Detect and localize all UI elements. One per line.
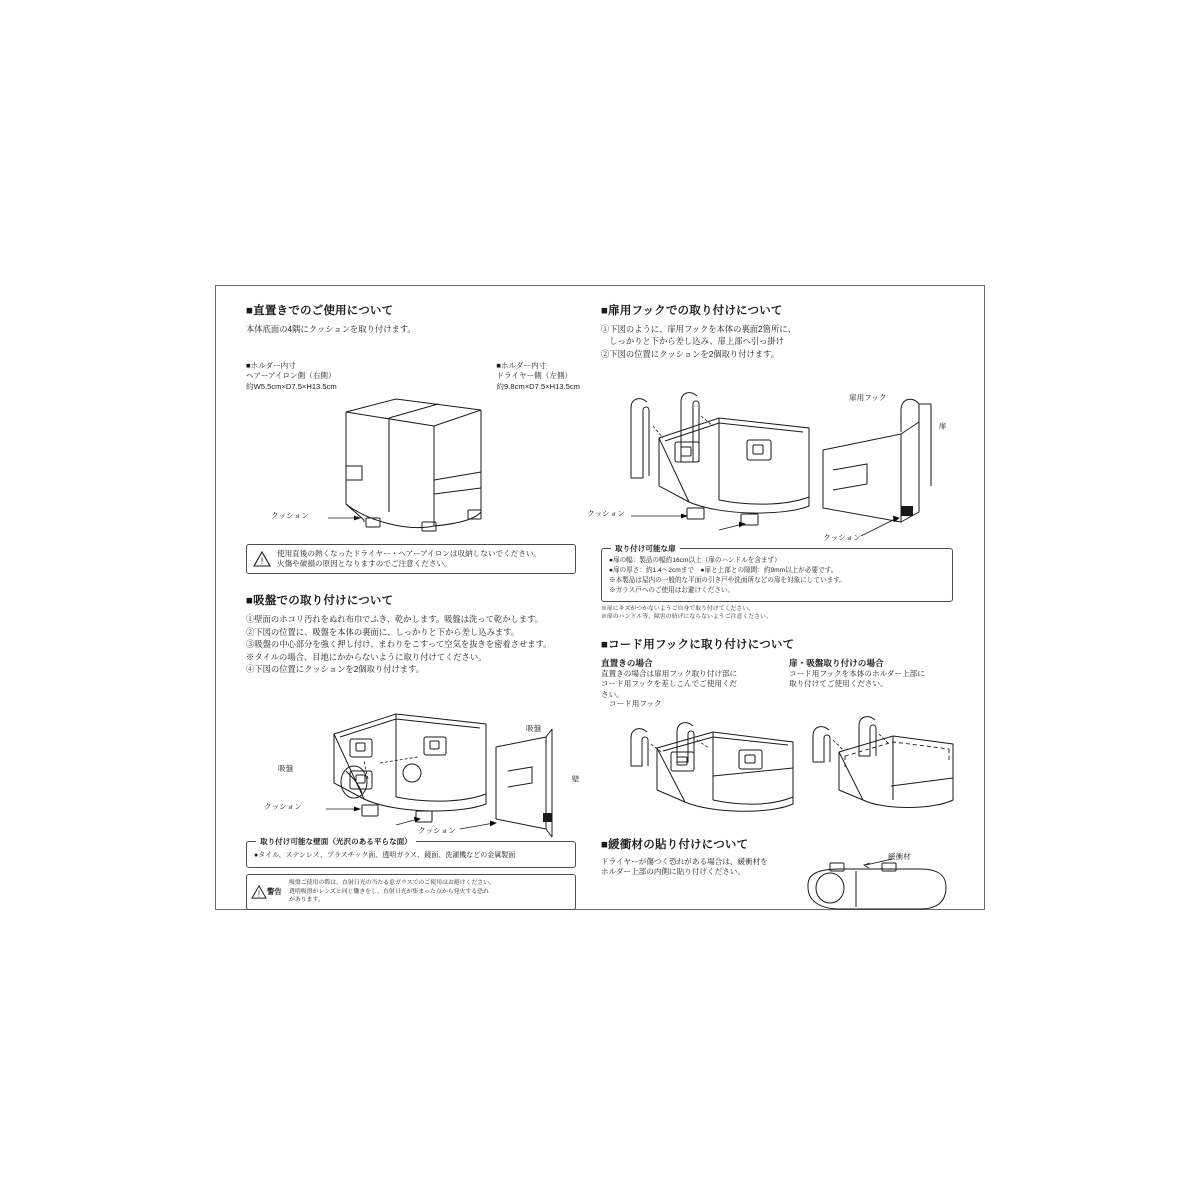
svg-text:!: ! [257,889,261,899]
okbox-door-line-3: ※本製品は屋内の一般的な平面の引き戸や洗面所などの扉を対象にしています。 [609,577,846,585]
holder-right-dims: ■ホルダー内寸 ヘアーアイロン側（右側） 約W5.5cm×D7.5×H13.5cm [246,361,337,391]
cushion-label-suction-2: クッション [418,826,456,836]
caution-title: 警告 [267,886,282,896]
cordhook-label: コード用フック [609,698,662,708]
instruction-sheet [215,285,985,910]
cushion-label-door-1: クッション [587,509,625,519]
cushion-label-direct: クッション [271,510,309,520]
warning-triangle-icon [253,551,271,567]
okbox-door-types [601,544,953,602]
okbox-wall-title: 取り付け可能な壁面（光沢のある平らな面） [256,836,416,847]
door-label: 扉 [938,422,947,430]
okbox-wall-types [246,837,576,868]
diagram-direct-placement [246,394,586,544]
svg-text:!: ! [260,556,264,567]
section-heading-doorhook: ■扉用フックでの取り付けについて [601,305,783,317]
suction-steps: ①壁面のホコリ汚れをぬれ布巾でふき、乾かします。吸盤は洗って乾かします。 ②下図の位置に、吸盤を本体の裏面に、しっかりと下から差し込みます。 ③吸盤の中心部分を強く押し付け、まわりをこすって空気を抜きを密着させます。 ※タイルの場合、目地にかからないように取り付けてください。 ④下図の位置にクッションを2個取り付けます。 [246,614,552,675]
cushion-label-door-2: クッション [823,533,861,543]
diagram-cushion-material [796,851,956,927]
caution-line-1: 吸盤ご使用の際は、直射日光の当たる窓ガラスでのご使用はお避けください。 [289,879,495,886]
warning-box-heat [246,544,576,575]
section-heading-cushionmat: ■緩衝材の貼り付けについて [601,838,749,851]
right-column [587,302,961,927]
cushionmat-text: ドライヤーが傷つく恐れがある場合は、緩衝材を ホルダー上部の内側に貼り付けください。 [601,856,768,876]
cordhook-sub-mounted: 扉・吸盤取り付けの場合 コード用フックを本体のホルダー上部に 取り付けてご使用ください。 [789,658,925,689]
doorhook-note-2: ※扉のハンドル等、障害の妨げにならないようご注意ください。 [601,614,772,621]
holder-left-dims: ■ホルダー内寸 ドライヤー側（左側） 約9.8cm×D7.5×H13.5cm [496,361,580,391]
caution-box-sunlight [246,874,576,910]
caution-line-2: 透明吸盤がレンズと同じ働きをし、直射日光が集まった点から発火する恐れ [289,888,489,895]
okbox-door-line-2: ●扉の厚さ：約1.4～2cmまで ●扉と上部との隙間：約9mm以上が必要です。 [609,567,838,575]
suction-label-right: 吸盤 [526,724,542,734]
section-heading-suction: ■吸盤での取り付けについて [246,595,394,608]
section-heading-cordhook: ■コード用フックに取り付けについて [601,639,795,651]
warning-line-2: 火傷や破損の原因となりますのでご注意ください。 [277,559,452,569]
diagram-suction-mount [246,679,586,839]
okbox-wall-line: ●タイル、ステンレス、プラスチック面、透明ガラス、鏡面、洗濯機などの金属製面 [254,852,516,860]
section-heading-direct: ■直置きでのご使用について [246,305,394,317]
direct-intro: 本体底面の4隅にクッションを取り付けます。 [246,324,416,334]
doorhook-note-1: ※扉にキズがつかないようご自身で取り付けてください。 [601,605,755,612]
suction-label-left: 吸盤 [278,764,294,774]
cushionmat-label: 緩衝材 [888,851,911,861]
okbox-door-line-4: ※ガラス戸へのご使用はお避けください。 [609,586,735,594]
cushion-label-suction-1: クッション [264,802,302,812]
left-column [246,302,586,910]
caution-line-3: があります。 [289,897,324,904]
diagram-cord-hook [601,698,961,834]
caution-triangle-icon [251,885,267,899]
cordhook-sub-direct: 直置きの場合 直置きの場合は扉用フック取り付け部に コード用フックを差しこんでご使用くだ さい。 [601,658,738,699]
wall-label: 壁 [571,775,580,784]
warning-line-1: 使用直後の熱くなったドライヤー・ヘアーアイロンは収納しないでください。 [277,548,542,558]
doorhook-label: 扉用フック [849,393,887,403]
okbox-door-line-1: ●扉の幅：製品の幅約16cm以上（扉のハンドルを含まず） [609,557,781,565]
doorhook-steps: ①下図のように、扉用フックを本体の裏面2箇所に、 しっかりと下から差し込み、扉上部へ引っ掛け ②下図の位置にクッションを2個取り付けます。 [601,324,796,359]
okbox-door-title: 取り付け可能な扉 [611,543,680,554]
diagram-door-hook [587,366,961,546]
